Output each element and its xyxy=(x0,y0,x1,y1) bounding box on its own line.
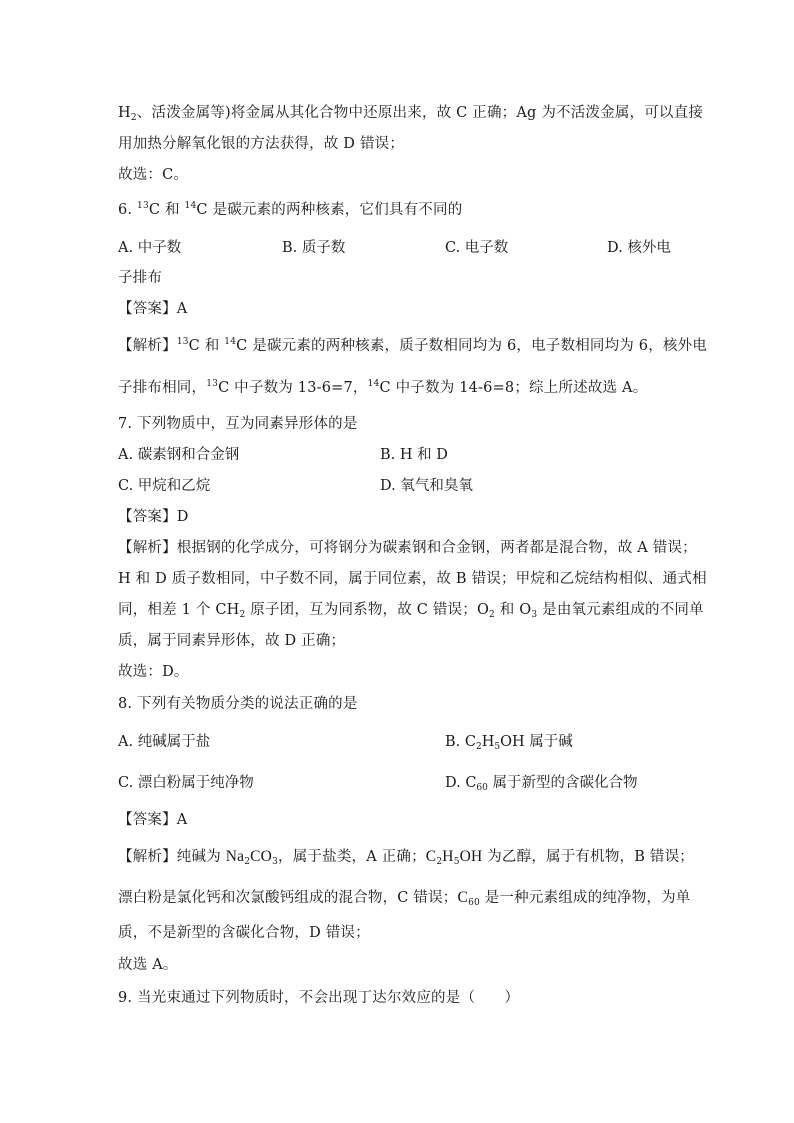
q7-option-a: A. 碳素钢和合金钢 xyxy=(118,447,240,463)
q6-option-a: A. 中子数 xyxy=(118,240,182,256)
q6-option-b: B. 质子数 xyxy=(282,240,346,256)
q7-explanation: 【解析】根据钢的化学成分，可将钢分为碳素钢和合金钢，两者都是混合物，故 A 错误； xyxy=(118,540,697,556)
q8-option-a: A. 纯碱属于盐 xyxy=(118,734,211,750)
q6-explanation: 【解析】$^{13}$C 和 $^{14}$C 是碳元素的两种核素，质子数相同均为 6，电子数相同均为 6，核外电 xyxy=(118,337,708,354)
paragraph-line: 子排布 xyxy=(118,270,163,286)
q7-selection: 故选：D。 xyxy=(118,664,189,680)
question-7: 7. 下列物质中，互为同素异形体的是 xyxy=(118,416,358,432)
q7-explanation: H 和 D 质子数相同，中子数不同，属于同位素，故 B 错误；甲烷和乙烷结构相似、通式相 xyxy=(118,571,707,587)
q6-option-d: D. 核外电 xyxy=(607,240,671,256)
q8-explanation: 【解析】纯碱为 $Na_2CO_3$，属于盐类，A 正确；$C_2H_5OH$ 为乙醇，属于有机物，B 错误； xyxy=(118,848,694,867)
q6-option-c: C. 电子数 xyxy=(445,240,509,256)
question-6: 6. $^{13}$C 和 $^{14}$C 是碳元素的两种核素，它们具有不同的 xyxy=(118,201,463,218)
q7-option-d: D. 氧气和臭氧 xyxy=(380,478,473,494)
q6-answer: 【答案】A xyxy=(118,301,188,317)
q8-option-c: C. 漂白粉属于纯净物 xyxy=(118,775,254,791)
q8-explanation: 漂白粉是氯化钙和次氯酸钙组成的混合物，C 错误；$C_{60}$ 是一种元素组成的纯净物，为单 xyxy=(118,889,691,908)
q7-explanation: 质，属于同素异形体，故 D 正确； xyxy=(118,633,346,649)
q8-selection: 故选 A。 xyxy=(118,957,178,973)
q7-explanation: 同，相差 1 个 $CH_2$ 原子团，互为同系物，故 C 错误；$O_2$ 和 $O_3$ 是由氧元素组成的不同单 xyxy=(118,602,704,620)
question-9: 9. 当光束通过下列物质时，不会出现丁达尔效应的是（ ） xyxy=(118,990,520,1006)
q8-option-d: D. $C_{60}$ 属于新型的含碳化合物 xyxy=(445,775,638,793)
q6-explanation: 子排布相同，$^{13}$C 中子数为 13-6=7，$^{14}$C 中子数为 14-6=8；综上所述故选 A。 xyxy=(118,379,648,396)
q8-option-b: B. $C_2H_5OH$ 属于碱 xyxy=(445,734,573,752)
paragraph-line: 用加热分解氧化银的方法获得，故 D 错误； xyxy=(118,136,405,152)
q8-answer: 【答案】A xyxy=(118,812,188,828)
q8-explanation: 质，不是新型的含碳化合物，D 错误； xyxy=(118,925,370,941)
paragraph-line: 故选：C。 xyxy=(118,167,189,183)
q7-answer: 【答案】D xyxy=(118,509,189,525)
q7-option-c: C. 甲烷和乙烷 xyxy=(118,478,211,494)
question-8: 8. 下列有关物质分类的说法正确的是 xyxy=(118,696,358,712)
paragraph-line: $H_2$、活泼金属等)将金属从其化合物中还原出来，故 C 正确；Ag 为不活泼金属，可以直接 xyxy=(118,105,704,123)
q7-option-b: B. H 和 D xyxy=(380,447,448,463)
